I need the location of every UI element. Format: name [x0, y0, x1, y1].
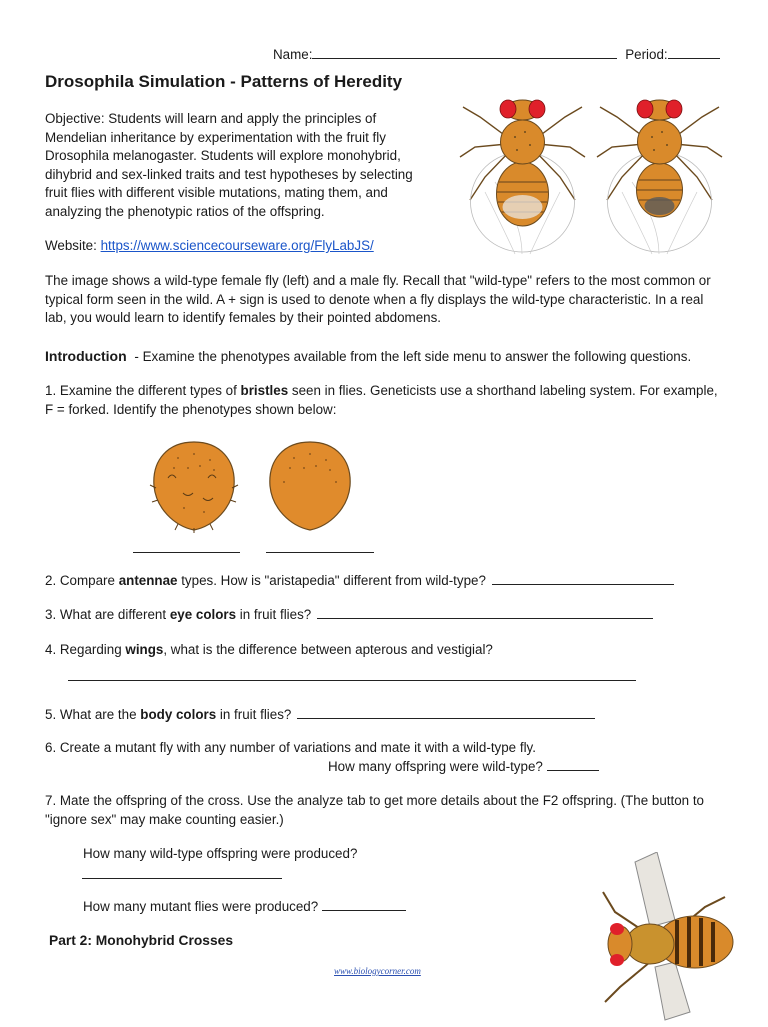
bristle-answer-1[interactable] — [133, 540, 240, 553]
mutant-fly-image — [595, 852, 745, 1027]
q1-post: seen in flies. Geneticists use a shorthand labeling system. For example, F = forked. Identify the phenotypes shown below: — [45, 383, 718, 417]
name-label: Name: — [273, 47, 313, 62]
website-label: Website: — [45, 238, 97, 253]
q7-sub1-answer[interactable] — [82, 866, 282, 879]
period-label: Period: — [625, 47, 668, 62]
footer — [334, 962, 421, 977]
part2-heading: Part 2: Monohybrid Crosses — [49, 933, 233, 948]
bristle-image-2 — [264, 438, 356, 536]
website-line — [45, 237, 374, 255]
q6-answer[interactable] — [547, 758, 599, 771]
q1-bold: bristles — [240, 383, 289, 398]
wild-type-fly-female — [455, 82, 590, 260]
name-line — [273, 46, 720, 62]
q4-answer[interactable] — [68, 668, 636, 681]
question-4 — [45, 641, 493, 659]
q5-answer[interactable] — [297, 706, 595, 719]
question-1 — [45, 382, 725, 419]
q2-bold: antennae — [118, 573, 178, 588]
question-2 — [45, 572, 674, 590]
period-field[interactable] — [668, 46, 720, 59]
q3-pre: 3. What are different — [45, 607, 170, 622]
q4-bold: wings — [125, 642, 164, 657]
q1-pre: 1. Examine the different types of — [45, 383, 241, 398]
name-field[interactable] — [312, 46, 617, 59]
intro-heading: Introduction — [45, 348, 127, 364]
q7-sub2-answer[interactable] — [322, 898, 406, 911]
question-6: 6. Create a mutant fly with any number of variations and mate it with a wild-type fly. — [45, 740, 536, 755]
question-6-sub — [328, 758, 599, 776]
page-title: Drosophila Simulation - Patterns of Heredity — [45, 72, 403, 91]
question-5 — [45, 706, 595, 724]
q5-pre: 5. What are the — [45, 707, 141, 722]
q3-answer[interactable] — [317, 606, 653, 619]
question-7: 7. Mate the offspring of the cross. Use the analyze tab to get more details about the F2 offspring. (The button to "ignore sex" may make counting easier.) — [45, 793, 705, 827]
intro-text: - Examine the phenotypes available from the left side menu to answer the following questions. — [134, 349, 692, 364]
website-link[interactable]: https://www.sciencecourseware.org/FlyLabJS/ — [100, 238, 374, 253]
image-note: The image shows a wild-type female fly (left) and a male fly. Recall that "wild-type" refers to the most common or typical form seen in the wild. A + sign is used to denote when a fly displays the wild-type characteristic. In a real lab, you would learn to identify females by their pointed abdomens. — [45, 273, 711, 325]
question-3 — [45, 606, 653, 624]
q4-post: , what is the difference between apterous and vestigial? — [163, 642, 493, 657]
footer-link[interactable]: www.biologycorner.com — [334, 966, 421, 976]
q2-answer[interactable] — [492, 572, 674, 585]
intro-line — [45, 347, 691, 366]
q2-post: types. How is "aristapedia" different from wild-type? — [177, 573, 486, 588]
q6-line2: How many offspring were wild-type? — [328, 759, 543, 774]
objective-text: Objective: Students will learn and apply the principles of Mendelian inheritance by experimentation with the fruit fly Drosophila melanogaster. Students will explore monohybrid, dihybrid and sex-linked traits and test hypotheses by selecting fruit flies with different visible mutations, mating them, and analyzing the phenotypic ratios of the offspring. — [45, 111, 413, 219]
q7-sub2: How many mutant flies were produced? — [83, 899, 319, 914]
q3-bold: eye colors — [169, 607, 237, 622]
q7-sub1: How many wild-type offspring were produced? — [83, 846, 358, 861]
bristle-answer-2[interactable] — [266, 540, 374, 553]
bristle-image-1 — [148, 438, 240, 536]
q5-post: in fruit flies? — [216, 707, 292, 722]
q3-post: in fruit flies? — [236, 607, 312, 622]
q5-bold: body colors — [140, 707, 217, 722]
q4-pre: 4. Regarding — [45, 642, 126, 657]
wild-type-fly-male — [592, 82, 727, 260]
q7-sub2-line — [83, 898, 406, 914]
q2-pre: 2. Compare — [45, 573, 119, 588]
